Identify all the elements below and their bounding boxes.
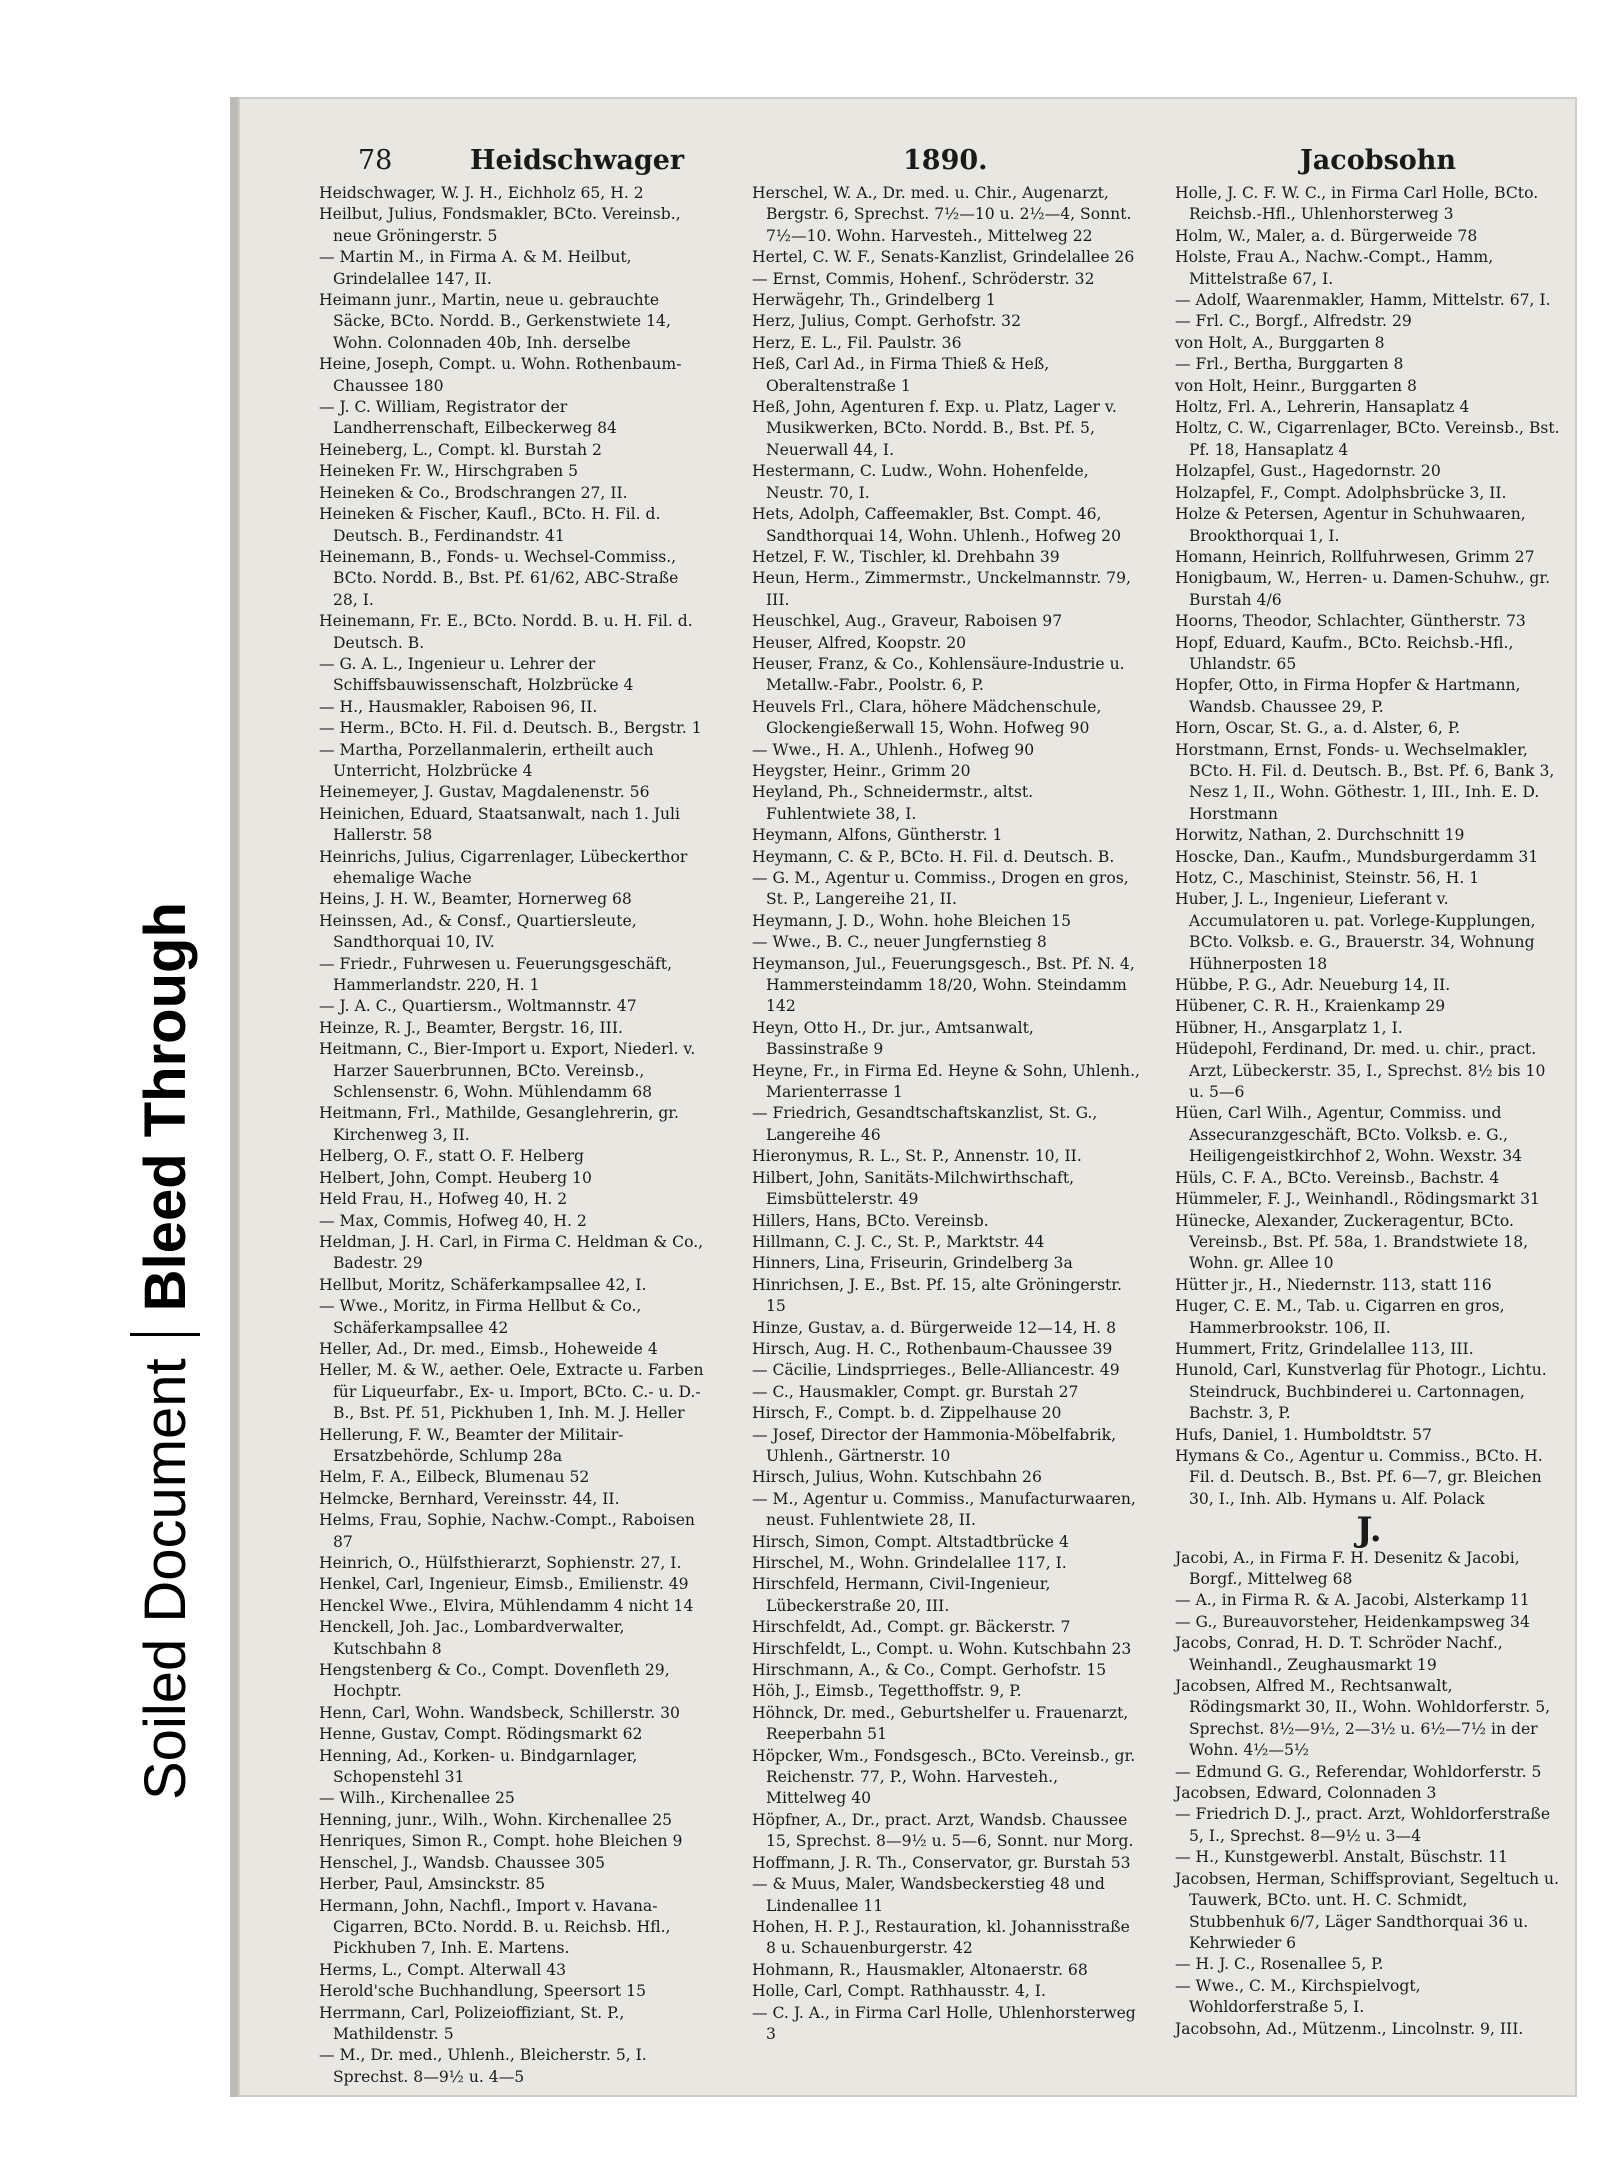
directory-entry: Holtz, C. W., Cigarrenlager, BCto. Vereinsb., Bst. Pf. 18, Hansaplatz 4 xyxy=(1175,419,1560,459)
directory-entry: Hellerung, F. W., Beamter der Militair-Ersatzbehörde, Schlump 28a xyxy=(319,1425,624,1465)
directory-entry: Herms, L., Compt. Alterwall 43 xyxy=(319,1960,567,1979)
directory-entry: — Max, Commis, Hofweg 40, H. 2 xyxy=(319,1211,587,1230)
directory-entry: Henning, junr., Wilh., Wohn. Kirchenallee 25 xyxy=(319,1810,673,1829)
directory-entry: Jacobsen, Edward, Colonnaden 3 xyxy=(1175,1784,1437,1803)
directory-entry: Heuser, Alfred, Koopstr. 20 xyxy=(752,633,967,652)
directory-entry: Horn, Oscar, St. G., a. d. Alster, 6, P. xyxy=(1175,719,1461,738)
directory-entry: Heilbut, Julius, Fondsmakler, BCto. Vereinsb., neue Gröningerstr. 5 xyxy=(319,205,681,245)
directory-entry: Huber, J. L., Ingenieur, Lieferant v. Accumulatoren u. pat. Vorlege-Kupplungen, BCto. Volksb. e. G., Brauerstr. 34, Wohnung Hühnerposten 18 xyxy=(1175,890,1536,973)
directory-entry: Heineken Fr. W., Hirschgraben 5 xyxy=(319,462,579,481)
directory-entry: Hirschfeld, Hermann, Civil-Ingenieur, Lübeckerstraße 20, III. xyxy=(752,1575,1051,1615)
directory-entry: — Martin M., in Firma A. & M. Heilbut, Grindelallee 147, II. xyxy=(319,248,632,288)
directory-entry: Henschel, J., Wandsb. Chaussee 305 xyxy=(319,1853,606,1872)
directory-entry: Helm, F. A., Eilbeck, Blumenau 52 xyxy=(319,1468,590,1487)
directory-entry: Heitmann, C., Bier-Import u. Export, Niederl. v. Harzer Sauerbrunnen, BCto. Vereinsb., Schlensenstr. 6, Wohn. Mühlendamm 68 xyxy=(319,1040,696,1102)
directory-entry: Heins, J. H. W., Beamter, Hornerweg 68 xyxy=(319,890,632,909)
scanned-page xyxy=(238,97,1577,2097)
directory-entry: Heineberg, L., Compt. kl. Burstah 2 xyxy=(319,440,602,459)
directory-entry: Hopf, Eduard, Kaufm., BCto. Reichsb.-Hfl., Uhlandstr. 65 xyxy=(1175,633,1514,673)
directory-entry: Helbert, John, Compt. Heuberg 10 xyxy=(319,1168,592,1187)
directory-entry: Hillers, Hans, BCto. Vereinsb. xyxy=(752,1211,989,1230)
directory-entry: Heuschkel, Aug., Graveur, Raboisen 97 xyxy=(752,612,1063,631)
directory-entry: Heyland, Ph., Schneidermstr., altst. Fuhlentwiete 38, I. xyxy=(752,783,1034,823)
directory-entry: — & Muus, Maler, Wandsbeckerstieg 48 und Lindenallee 11 xyxy=(752,1875,1105,1915)
column-1 xyxy=(319,183,707,2086)
directory-entry: — Wwe., B. C., neuer Jungfernstieg 8 xyxy=(752,933,1047,952)
directory-entry: Hopfer, Otto, in Firma Hopfer & Hartmann, Wandsb. Chaussee 29, P. xyxy=(1175,676,1521,716)
directory-entry: Heller, M. & W., aether. Oele, Extracte u. Farben für Liqueurfabr., Ex- u. Import, BCto. C.- u. D.-B., Bst. Pf. 51, Pickhuben 1, Inh. M. J. Heller xyxy=(319,1361,704,1423)
directory-entry: Heyn, Otto H., Dr. jur., Amtsanwalt, Bassinstraße 9 xyxy=(752,1018,1034,1059)
directory-entry: Helms, Frau, Sophie, Nachw.-Compt., Raboisen 87 xyxy=(319,1511,695,1551)
directory-entry: Hirschmann, A., & Co., Compt. Gerhofstr. 15 xyxy=(752,1661,1107,1680)
directory-entry: Helberg, O. F., statt O. F. Helberg xyxy=(319,1147,585,1166)
directory-entry: — J. A. C., Quartiersm., Woltmannstr. 47 xyxy=(319,997,637,1016)
directory-entry: Hüls, C. F. A., BCto. Vereinsb., Bachstr. 4 xyxy=(1175,1168,1500,1187)
directory-entry: Jacobsen, Herman, Schiffsproviant, Segeltuch u. Tauwerk, BCto. unt. H. C. Schmidt, Stubbenhuk 6/7, Läger Sandthorquai 36 u. Kehrwieder 6 xyxy=(1175,1869,1559,1952)
directory-entry: Henkel, Carl, Ingenieur, Eimsb., Emilienstr. 49 xyxy=(319,1575,689,1594)
directory-entry: Herschel, W. A., Dr. med. u. Chir., Augenarzt, Bergstr. 6, Sprechst. 7½—10 u. 2½—4, Sonnt. 7½—10. Wohn. Harvesteh., Mittelweg 22 xyxy=(752,184,1132,245)
directory-entry: — Friedr., Fuhrwesen u. Feuerungsgeschäft, Hammerlandstr. 220, H. 1 xyxy=(319,954,673,995)
directory-entry: Henckel Wwe., Elvira, Mühlendamm 4 nicht 14 xyxy=(319,1596,694,1615)
directory-entry: Heygster, Heinr., Grimm 20 xyxy=(752,761,971,780)
directory-entry: Holzapfel, Gust., Hagedornstr. 20 xyxy=(1175,462,1441,481)
directory-entry: — Frl., Bertha, Burggarten 8 xyxy=(1175,355,1404,374)
directory-entry: Holste, Frau A., Nachw.-Compt., Hamm, Mittelstraße 67, I. xyxy=(1175,248,1494,288)
directory-entry: Holzapfel, F., Compt. Adolphsbrücke 3, II. xyxy=(1175,483,1507,502)
directory-entry: Heuvels Frl., Clara, höhere Mädchenschule, Glockengießerwall 15, Wohn. Hofweg 90 xyxy=(752,697,1102,738)
directory-entry: Hufs, Daniel, 1. Humboldtstr. 57 xyxy=(1175,1425,1432,1444)
directory-entry: Heimann junr., Martin, neue u. gebrauchte Säcke, BCto. Nordd. B., Gerkenstwiete 14, Wohn. Colonnaden 40b, Inh. derselbe xyxy=(319,291,671,352)
directory-entry: — Wwe., H. A., Uhlenh., Hofweg 90 xyxy=(752,740,1035,759)
directory-entry: — Cäcilie, Lindsprrieges., Belle-Alliancestr. 49 xyxy=(752,1361,1120,1380)
directory-entry: Heuser, Franz, & Co., Kohlensäure-Industrie u. Metallw.-Fabr., Poolstr. 6, P. xyxy=(752,654,1125,695)
directory-entry: — Wwe., Moritz, in Firma Hellbut & Co., Schäferkampsallee 42 xyxy=(319,1297,642,1337)
directory-entry: Hinners, Lina, Friseurin, Grindelberg 3a xyxy=(752,1254,1073,1273)
directory-entry: Jacobs, Conrad, H. D. T. Schröder Nachf., Weinhandl., Zeughausmarkt 19 xyxy=(1175,1634,1503,1674)
directory-entry: Hertel, C. W. F., Senats-Kanzlist, Grindelallee 26 xyxy=(752,248,1135,267)
directory-entry: — H. J. C., Rosenallee 5, P. xyxy=(1175,1955,1384,1974)
directory-entry: Jacobsohn, Ad., Mützenm., Lincolnstr. 9, III. xyxy=(1175,2019,1524,2038)
directory-entry: Hinze, Gustav, a. d. Bürgerweide 12—14, H. 8 xyxy=(752,1318,1117,1337)
directory-entry: — Frl. C., Borgf., Alfredstr. 29 xyxy=(1175,312,1412,331)
directory-entry: Henriques, Simon R., Compt. hohe Bleichen 9 xyxy=(319,1832,683,1851)
directory-entry: Holm, W., Maler, a. d. Bürgerweide 78 xyxy=(1175,226,1478,245)
directory-entry: — Wwe., C. M., Kirchspielvogt, Wohldorferstraße 5, I. xyxy=(1175,1976,1421,2017)
directory-entry: Hirsch, Aug. H. C., Rothenbaum-Chaussee 39 xyxy=(752,1339,1113,1358)
directory-entry: Herold'sche Buchhandlung, Speersort 15 xyxy=(319,1982,646,2001)
directory-entry: Huger, C. E. M., Tab. u. Cigarren en gros, Hammerbrookstr. 106, II. xyxy=(1175,1297,1505,1337)
directory-entry: — Wilh., Kirchenallee 25 xyxy=(319,1789,515,1808)
right-running-head: Jacobsohn xyxy=(1300,145,1457,176)
directory-entry: Hillmann, C. J. C., St. P., Marktstr. 44 xyxy=(752,1232,1045,1251)
directory-entry: — J. C. William, Registrator der Landherrenschaft, Eilbeckerweg 84 xyxy=(319,398,617,438)
directory-entry: Holze & Petersen, Agentur in Schuhwaaren, Brookthorquai 1, I. xyxy=(1175,505,1526,545)
directory-entry: — G. A. L., Ingenieur u. Lehrer der Schiffsbauwissenschaft, Holzbrücke 4 xyxy=(319,654,634,695)
directory-entry: Herz, E. L., Fil. Paulstr. 36 xyxy=(752,333,962,352)
directory-entry: Hüen, Carl Wilh., Agentur, Commiss. und Assecuranzgeschäft, BCto. Volksb. e. G., Heiligengeistkirchhof 2, Wohn. Wexstr. 34 xyxy=(1175,1104,1523,1166)
directory-entry: Hübner, H., Ansgarplatz 1, I. xyxy=(1175,1018,1403,1037)
directory-entry: Heldman, J. H. Carl, in Firma C. Heldman & Co., Badestr. 29 xyxy=(319,1232,704,1273)
directory-entry: Heß, Carl Ad., in Firma Thieß & Heß, Oberaltenstraße 1 xyxy=(752,355,1050,395)
directory-entry: Heineken & Fischer, Kaufl., BCto. H. Fil. d. Deutsch. B., Ferdinandstr. 41 xyxy=(319,505,661,545)
year-heading: 1890. xyxy=(903,145,988,176)
directory-entry: Heller, Ad., Dr. med., Eimsb., Hoheweide 4 xyxy=(319,1339,658,1358)
directory-entry: — Herm., BCto. H. Fil. d. Deutsch. B., Bergstr. 1 xyxy=(319,719,702,738)
directory-entry: Henne, Gustav, Compt. Rödingsmarkt 62 xyxy=(319,1725,643,1744)
directory-entry: von Holt, A., Burggarten 8 xyxy=(1175,333,1385,352)
directory-entry: Hirschel, M., Wohn. Grindelallee 117, I. xyxy=(752,1554,1067,1572)
directory-entry: Held Frau, H., Hofweg 40, H. 2 xyxy=(319,1190,568,1209)
directory-entry: — G. M., Agentur u. Commiss., Drogen en gros, St. P., Langereihe 21, II. xyxy=(752,869,1129,909)
directory-entry: Holle, Carl, Compt. Rathhausstr. 4, I. xyxy=(752,1982,1046,2001)
page-header xyxy=(238,145,1577,185)
directory-entry: Höh, J., Eimsb., Tegetthoffstr. 9, P. xyxy=(752,1682,1022,1701)
directory-entry: Hermann, John, Nachfl., Import v. Havana-Cigarren, BCto. Nordd. B. u. Reichsb. Hfl., Pickhuben 7, Inh. E. Martens. xyxy=(319,1896,671,1958)
directory-entry: Hirschfeldt, Ad., Compt. gr. Bäckerstr. 7 xyxy=(752,1618,1071,1637)
directory-entry: Henn, Carl, Wohn. Wandsbeck, Schillerstr. 30 xyxy=(319,1703,680,1722)
directory-entry: Höhnck, Dr. med., Geburtshelfer u. Frauenarzt, Reeperbahn 51 xyxy=(752,1703,1129,1744)
directory-entry: — Friedrich, Gesandtschaftskanzlist, St. G., Langereihe 46 xyxy=(752,1104,1098,1144)
directory-entry: — A., in Firma R. & A. Jacobi, Alsterkamp 11 xyxy=(1175,1591,1530,1610)
directory-entry: Heun, Herm., Zimmermstr., Unckelmannstr. 79, III. xyxy=(752,569,1131,609)
directory-entry: Hirsch, Julius, Wohn. Kutschbahn 26 xyxy=(752,1468,1042,1487)
page-number: 78 xyxy=(358,145,393,176)
directory-entry: Hohmann, R., Hausmakler, Altonaerstr. 68 xyxy=(752,1960,1088,1979)
directory-entry: Heß, John, Agenturen f. Exp. u. Platz, Lager v. Musikwerken, BCto. Nordd. B., Bst. Pf. 5, Neuerwall 44, I. xyxy=(752,398,1117,459)
directory-entry: Heinrich, O., Hülfsthierarzt, Sophienstr. 27, I. xyxy=(319,1554,682,1572)
directory-entry: — Ernst, Commis, Hohenf., Schröderstr. 32 xyxy=(752,269,1095,288)
page-edge xyxy=(230,97,238,2097)
side-label-divider xyxy=(130,1333,200,1336)
directory-entry: Hübener, C. R. H., Kraienkamp 29 xyxy=(1175,997,1446,1016)
directory-entry: Hymans & Co., Agentur u. Commiss., BCto. H. Fil. d. Deutsch. B., Bst. Pf. 6—7, gr. Bleichen 30, I., Inh. Alb. Hymans u. Alf. Polack xyxy=(1175,1446,1543,1508)
directory-entry: — C., Hausmakler, Compt. gr. Burstah 27 xyxy=(752,1382,1079,1401)
directory-entry: Hets, Adolph, Caffeemakler, Bst. Compt. 46, Sandthorquai 14, Wohn. Uhlenh., Hofweg 20 xyxy=(752,505,1122,545)
directory-entry: Hübbe, P. G., Adr. Neueburg 14, II. xyxy=(1175,976,1451,995)
directory-entry: von Holt, Heinr., Burggarten 8 xyxy=(1175,376,1417,395)
section-heading: J. xyxy=(1356,1510,1382,1551)
directory-entry: Hünecke, Alexander, Zuckeragentur, BCto. Vereinsb., Bst. Pf. 58a, 1. Brandstwiete 18, Wohn. gr. Allee 10 xyxy=(1175,1211,1529,1273)
directory-entry: Heinrichs, Julius, Cigarrenlager, Lübeckerthor ehemalige Wache xyxy=(319,847,688,887)
directory-entry: Hirsch, F., Compt. b. d. Zippelhause 20 xyxy=(752,1404,1062,1423)
directory-entry: Jacobsen, Alfred M., Rechtsanwalt, Rödingsmarkt 30, II., Wohn. Wohldorferstr. 5, Sprechst. 8½—9½, 2—3½ u. 6½—7½ in der Wohn. 4½—5½ xyxy=(1175,1677,1551,1760)
directory-entry: Heinemann, Fr. E., BCto. Nordd. B. u. H. Fil. d. Deutsch. B. xyxy=(319,612,693,652)
directory-entry: — Martha, Porzellanmalerin, ertheilt auch Unterricht, Holzbrücke 4 xyxy=(319,740,654,780)
directory-entry: Hoscke, Dan., Kaufm., Mundsburgerdamm 31 xyxy=(1175,847,1539,866)
directory-entry: Heyne, Fr., in Firma Ed. Heyne & Sohn, Uhlenh., Marienterrasse 1 xyxy=(752,1061,1140,1102)
directory-entry: Hummert, Fritz, Grindelallee 113, III. xyxy=(1175,1339,1474,1358)
directory-entry: Jacobi, A., in Firma F. H. Desenitz & Jacobi, Borgf., Mittelweg 68 xyxy=(1175,1548,1520,1588)
directory-entry: Hunold, Carl, Kunstverlag für Photogr., Lichtu. Steindruck, Buchbinderei u. Cartonnagen, Bachstr. 3, P. xyxy=(1175,1361,1547,1423)
directory-entry: Herrmann, Carl, Polizeioffiziant, St. P., Mathildenstr. 5 xyxy=(319,2003,625,2043)
directory-entry: Hellbut, Moritz, Schäferkampsallee 42, I. xyxy=(319,1275,647,1294)
column-3 xyxy=(1175,183,1563,2038)
directory-entry: Horwitz, Nathan, 2. Durchschnitt 19 xyxy=(1175,826,1465,845)
directory-entry: Horstmann, Ernst, Fonds- u. Wechselmakler, BCto. H. Fil. d. Deutsch. B., Bst. Pf. 6, Bank 3, Nesz 1, II., Wohn. Göthestr. 1, III., Inh. E. D. Horstmann xyxy=(1175,740,1555,823)
directory-entry: — Adolf, Waarenmakler, Hamm, Mittelstr. 67, I. xyxy=(1175,291,1551,310)
directory-entry: Herber, Paul, Amsinckstr. 85 xyxy=(319,1875,546,1894)
directory-entry: Hotz, C., Maschinist, Steinstr. 56, H. 1 xyxy=(1175,869,1480,887)
directory-entry: Heidschwager, W. J. H., Eichholz 65, H. 2 xyxy=(319,184,644,202)
directory-entry: Hinrichsen, J. E., Bst. Pf. 15, alte Gröningerstr. 15 xyxy=(752,1275,1122,1316)
directory-entry: Heinemann, B., Fonds- u. Wechsel-Commiss., BCto. Nordd. B., Bst. Pf. 61/62, ABC-Straße 28, I. xyxy=(319,547,679,609)
directory-entry: — G., Bureauvorsteher, Heidenkampsweg 34 xyxy=(1175,1612,1530,1631)
directory-entry: Homann, Heinrich, Rollfuhrwesen, Grimm 27 xyxy=(1175,547,1535,566)
column-2 xyxy=(752,183,1140,2043)
directory-entry: — M., Agentur u. Commiss., Manufacturwaaren, neust. Fuhlentwiete 28, II. xyxy=(752,1489,1136,1530)
directory-entry: — Edmund G. G., Referendar, Wohldorferstr. 5 xyxy=(1175,1762,1542,1781)
directory-entry: — Josef, Director der Hammonia-Möbelfabrik, Uhlenh., Gärtnerstr. 10 xyxy=(752,1425,1117,1465)
directory-entry: — H., Hausmakler, Raboisen 96, II. xyxy=(319,697,598,716)
directory-entry: Holle, J. C. F. W. C., in Firma Carl Holle, BCto. Reichsb.-Hfl., Uhlenhorsterweg 3 xyxy=(1175,184,1539,224)
directory-entry: Hirschfeldt, L., Compt. u. Wohn. Kutschbahn 23 xyxy=(752,1639,1132,1658)
directory-entry: Heymann, C. & P., BCto. H. Fil. d. Deutsch. B. xyxy=(752,847,1115,866)
soiled-document-label: Soiled Document xyxy=(132,1358,198,1800)
bleed-through-label: Bleed Through xyxy=(132,902,198,1312)
directory-entry: Heinssen, Ad., & Consf., Quartiersleute, Sandthorquai 10, IV. xyxy=(319,911,637,952)
directory-entry: Hohen, H. P. J., Restauration, kl. Johannisstraße 8 u. Schauenburgerstr. 42 xyxy=(752,1917,1130,1958)
directory-entry: Heymann, Alfons, Güntherstr. 1 xyxy=(752,826,1003,845)
directory-entry: Heinichen, Eduard, Staatsanwalt, nach 1. Juli Hallerstr. 58 xyxy=(319,804,681,845)
directory-entry: Höpfner, A., Dr., pract. Arzt, Wandsb. Chaussee 15, Sprechst. 8—9½ u. 5—6, Sonnt. nur Morg. xyxy=(752,1810,1134,1851)
directory-entry: Heinze, R. J., Beamter, Bergstr. 16, III. xyxy=(319,1018,623,1037)
directory-entry: Henning, Ad., Korken- u. Bindgarnlager, Schopenstehl 31 xyxy=(319,1746,638,1787)
directory-entry: — Friedrich D. J., pract. Arzt, Wohldorferstraße 5, I., Sprechst. 8—9½ u. 3—4 xyxy=(1175,1805,1551,1845)
directory-entry: Holtz, Frl. A., Lehrerin, Hansaplatz 4 xyxy=(1175,398,1470,417)
directory-entry: Hirsch, Simon, Compt. Altstadtbrücke 4 xyxy=(752,1532,1069,1551)
directory-entry: Heymanson, Jul., Feuerungsgesch., Bst. Pf. N. 4, Hammersteindamm 18/20, Wohn. Steindamm 142 xyxy=(752,954,1135,1016)
left-running-head: Heidschwager xyxy=(470,145,685,176)
directory-entry: Hieronymus, R. L., St. P., Annenstr. 10, II. xyxy=(752,1147,1082,1166)
directory-entry: Hümmeler, F. J., Weinhandl., Rödingsmarkt 31 xyxy=(1175,1190,1540,1209)
directory-entry: Hilbert, John, Sanitäts-Milchwirthschaft, Eimsbüttelerstr. 49 xyxy=(752,1168,1075,1209)
directory-entry: Heinemeyer, J. Gustav, Magdalenenstr. 56 xyxy=(319,783,650,802)
directory-entry: Helmcke, Bernhard, Vereinsstr. 44, II. xyxy=(319,1489,620,1508)
directory-entry: Hengstenberg & Co., Compt. Dovenfleth 29, Hochptr. xyxy=(319,1661,670,1701)
directory-entry: Herz, Julius, Compt. Gerhofstr. 32 xyxy=(752,312,1022,331)
directory-entry: Höpcker, Wm., Fondsgesch., BCto. Vereinsb., gr. Reichenstr. 77, P., Wohn. Harvesteh., Mittelweg 40 xyxy=(752,1746,1136,1808)
directory-entry: Hütter jr., H., Niedernstr. 113, statt 116 xyxy=(1175,1275,1492,1294)
directory-entry: Herwägehr, Th., Grindelberg 1 xyxy=(752,291,996,310)
directory-entry: Henckell, Joh. Jac., Lombardverwalter, Kutschbahn 8 xyxy=(319,1618,625,1658)
side-label xyxy=(130,902,200,1800)
directory-entry: — M., Dr. med., Uhlenh., Bleicherstr. 5, I. Sprechst. 8—9½ u. 4—5 xyxy=(319,2046,647,2086)
directory-entry: Heymann, J. D., Wohn. hohe Bleichen 15 xyxy=(752,911,1072,930)
directory-entry: — H., Kunstgewerbl. Anstalt, Büschstr. 11 xyxy=(1175,1848,1508,1867)
directory-entry: Hüdepohl, Ferdinand, Dr. med. u. chir., pract. Arzt, Lübeckerstr. 35, I., Sprechst. 8½ bis 10 u. 5—6 xyxy=(1175,1040,1546,1102)
directory-entry: Heineken & Co., Brodschrangen 27, II. xyxy=(319,483,628,502)
directory-entry: Hetzel, F. W., Tischler, kl. Drehbahn 39 xyxy=(752,547,1060,566)
directory-entry: Hoffmann, J. R. Th., Conservator, gr. Burstah 53 xyxy=(752,1853,1131,1872)
directory-entry: — C. J. A., in Firma Carl Holle, Uhlenhorsterweg 3 xyxy=(752,2003,1136,2043)
directory-entry: Honigbaum, W., Herren- u. Damen-Schuhw., gr. Burstah 4/6 xyxy=(1175,569,1551,609)
directory-entry: Heine, Joseph, Compt. u. Wohn. Rothenbaum-Chaussee 180 xyxy=(319,355,682,395)
directory-entry: Hestermann, C. Ludw., Wohn. Hohenfelde, Neustr. 70, I. xyxy=(752,462,1089,502)
directory-entry: Heitmann, Frl., Mathilde, Gesanglehrerin, gr. Kirchenweg 3, II. xyxy=(319,1104,679,1144)
directory-entry: Hoorns, Theodor, Schlachter, Güntherstr. 73 xyxy=(1175,612,1526,631)
